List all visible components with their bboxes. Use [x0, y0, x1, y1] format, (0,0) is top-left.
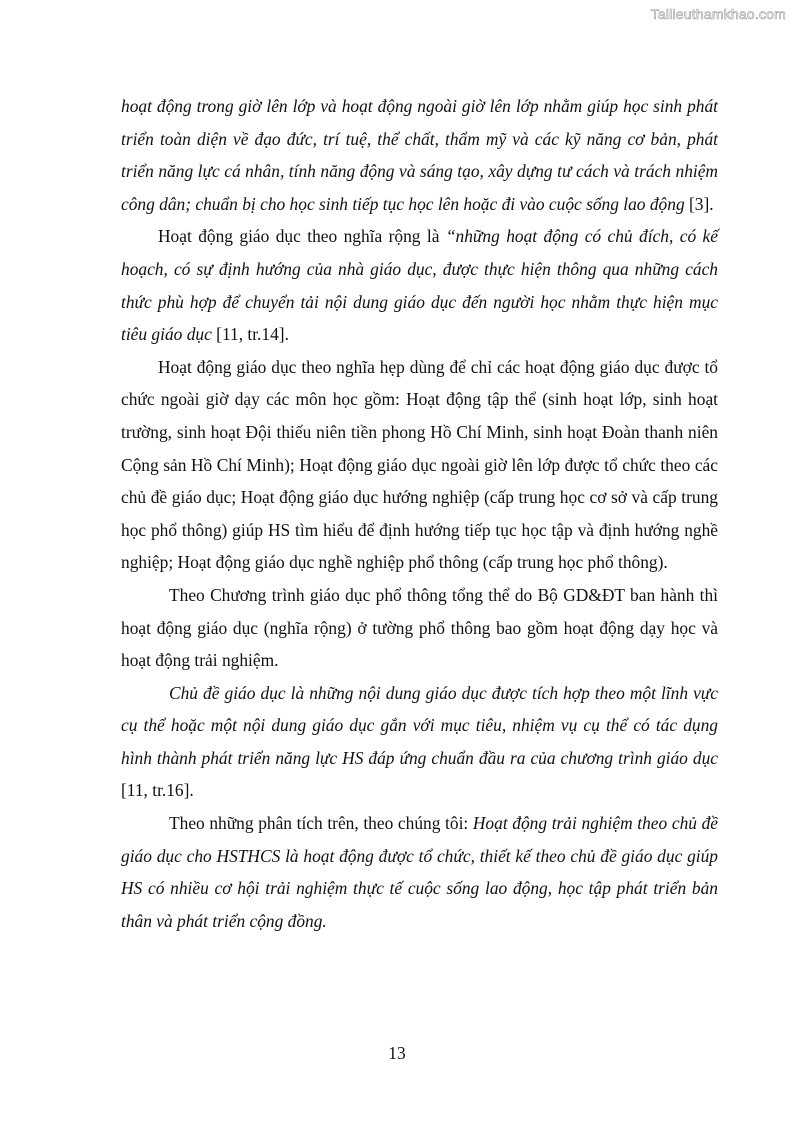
paragraph-broad-definition — [121, 220, 718, 350]
watermark-text: Tailieuthamkhao.com — [650, 6, 786, 22]
paragraph-topic-definition — [121, 677, 718, 807]
paragraph-intro: Theo những phân tích trên, theo chúng tôi: — [169, 813, 473, 834]
citation: [11, tr.14]. — [211, 324, 289, 345]
document-body — [121, 90, 718, 937]
italic-text: Chủ đề giáo dục là những nội dung giáo dục được tích hợp theo một lĩnh vực cụ thể hoặc một nội dung giáo dục gắn với mục tiêu, nhiệm vụ cụ thể có tác dụng hình thành phát triển năng lực HS đáp ứng chuẩn đầu ra của chương trình giáo dục — [121, 682, 718, 768]
paragraph-intro: Hoạt động giáo dục theo nghĩa rộng là — [158, 226, 446, 247]
italic-quote: “những hoạt động có chủ đích, có kế hoạch, có sự định hướng của nhà giáo dục, được thực hiện thông qua những cách thức phù hợp để chuyển tải nội dung giáo dục đến người học nhằm thực hiện mục tiêu giáo dục — [121, 226, 718, 345]
paragraph-curriculum: Theo Chương trình giáo dục phổ thông tổng thể do Bộ GD&ĐT ban hành thì hoạt động giáo dục (nghĩa rộng) ở tường phổ thông bao gồm hoạt động dạy học và hoạt động trải nghiệm. — [121, 584, 718, 671]
citation: [11, tr.16]. — [121, 780, 194, 801]
italic-text: Hoạt động trải nghiệm theo chủ đề giáo dục cho HSTHCS là hoạt động được tổ chức, thiết kế theo chủ đề giáo dục giúp HS có nhiều cơ hội trải nghiệm thực tế cuộc sống lao động, học tập phát triển bản thân và phát triển cộng đồng. — [121, 813, 718, 931]
page-number: 13 — [388, 1043, 406, 1063]
paragraph-continuation — [121, 90, 718, 220]
citation: [3]. — [684, 193, 714, 214]
italic-text: hoạt động trong giờ lên lớp và hoạt động ngoài giờ lên lớp nhằm giúp học sinh phát triển toàn diện về đạo đức, trí tuệ, thể chất, thẩm mỹ và các kỹ năng cơ bản, phát triển năng lực cá nhân, tính năng động và sáng tạo, xây dựng tư cách và trách nhiệm công dân; chuẩn bị cho học sinh tiếp tục học lên hoặc đi vào cuộc sống lao động — [121, 96, 718, 214]
paragraph-narrow-definition: Hoạt động giáo dục theo nghĩa hẹp dùng để chỉ các hoạt động giáo dục được tổ chức ngoài giờ dạy các môn học gồm: Hoạt động tập thể (sinh hoạt lớp, sinh hoạt trường, sinh hoạt Đội thiếu niên tiền phong Hồ Chí Minh, sinh hoạt Đoàn thanh niên Cộng sản Hồ Chí Minh); Hoạt động giáo dục ngoài giờ lên lớp được tổ chức theo các chủ đề giáo dục; Hoạt động giáo dục hướng nghiệp (cấp trung học cơ sở và cấp trung học phổ thông) giúp HS tìm hiểu để định hướng tiếp tục học tập và định hướng nghề nghiệp; Hoạt động giáo dục nghề nghiệp phổ thông (cấp trung học phổ thông). — [121, 356, 718, 573]
paragraph-conclusion — [121, 807, 718, 937]
